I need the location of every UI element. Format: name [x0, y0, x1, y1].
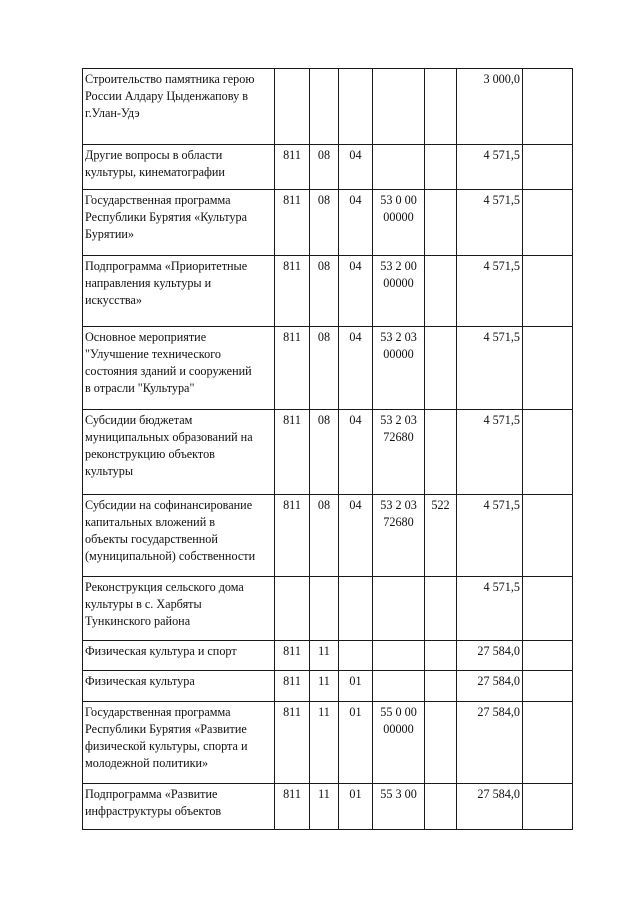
subsection-cell [339, 641, 373, 671]
grbs-cell: 811 [275, 145, 310, 190]
empty-cell [523, 69, 573, 145]
target-article-cell: 53 0 00 00000 [373, 190, 425, 256]
grbs-cell: 811 [275, 671, 310, 702]
subsection-cell: 01 [339, 702, 373, 784]
amount-cell: 27 584,0 [457, 784, 523, 830]
target-article-cell: 53 2 03 00000 [373, 327, 425, 410]
amount-cell: 27 584,0 [457, 641, 523, 671]
table-row [83, 702, 573, 784]
table-row [83, 69, 573, 145]
row-name-cell: Строительство памятника герою России Алдару Цыденжапову в г.Улан-Удэ [83, 69, 275, 145]
empty-cell [523, 190, 573, 256]
amount-cell: 4 571,5 [457, 256, 523, 327]
table-row [83, 190, 573, 256]
expense-type-cell [425, 784, 457, 830]
row-name-cell: Государственная программа Республики Бурятия «Культура Бурятии» [83, 190, 275, 256]
grbs-cell: 811 [275, 495, 310, 577]
target-article-cell: 55 3 00 [373, 784, 425, 830]
expense-type-cell [425, 256, 457, 327]
section-cell: 08 [310, 190, 339, 256]
target-article-cell [373, 641, 425, 671]
expense-type-cell [425, 671, 457, 702]
table-row [83, 410, 573, 495]
section-cell: 11 [310, 784, 339, 830]
subsection-cell [339, 577, 373, 641]
row-name-cell: Подпрограмма «Развитие инфраструктуры объектов [83, 784, 275, 830]
target-article-cell [373, 577, 425, 641]
row-name-cell: Другие вопросы в области культуры, кинематографии [83, 145, 275, 190]
subsection-cell: 04 [339, 327, 373, 410]
section-cell: 08 [310, 495, 339, 577]
empty-cell [523, 256, 573, 327]
amount-cell: 27 584,0 [457, 702, 523, 784]
expense-type-cell [425, 577, 457, 641]
section-cell: 08 [310, 327, 339, 410]
amount-cell: 4 571,5 [457, 145, 523, 190]
section-cell: 08 [310, 145, 339, 190]
amount-cell: 4 571,5 [457, 410, 523, 495]
target-article-cell: 55 0 00 00000 [373, 702, 425, 784]
amount-cell: 4 571,5 [457, 495, 523, 577]
target-article-cell: 53 2 00 00000 [373, 256, 425, 327]
amount-cell: 3 000,0 [457, 69, 523, 145]
table-row [83, 577, 573, 641]
subsection-cell: 04 [339, 410, 373, 495]
amount-cell: 4 571,5 [457, 327, 523, 410]
row-name-cell: Физическая культура и спорт [83, 641, 275, 671]
grbs-cell: 811 [275, 702, 310, 784]
amount-cell: 27 584,0 [457, 671, 523, 702]
empty-cell [523, 784, 573, 830]
subsection-cell: 04 [339, 256, 373, 327]
empty-cell [523, 327, 573, 410]
row-name-cell: Основное мероприятие "Улучшение технического состояния зданий и сооружений в отрасли "Культура" [83, 327, 275, 410]
section-cell: 11 [310, 671, 339, 702]
row-name-cell: Государственная программа Республики Бурятия «Развитие физической культуры, спорта и молодежной политики» [83, 702, 275, 784]
grbs-cell: 811 [275, 190, 310, 256]
subsection-cell: 04 [339, 145, 373, 190]
table-row [83, 784, 573, 830]
grbs-cell: 811 [275, 641, 310, 671]
empty-cell [523, 641, 573, 671]
target-article-cell [373, 671, 425, 702]
row-name-cell: Реконструкция сельского дома культуры в с. Харбяты Тункинского района [83, 577, 275, 641]
grbs-cell: 811 [275, 256, 310, 327]
expense-type-cell [425, 410, 457, 495]
table-row [83, 641, 573, 671]
grbs-cell: 811 [275, 410, 310, 495]
empty-cell [523, 702, 573, 784]
target-article-cell: 53 2 03 72680 [373, 410, 425, 495]
row-name-cell: Физическая культура [83, 671, 275, 702]
empty-cell [523, 671, 573, 702]
empty-cell [523, 410, 573, 495]
empty-cell [523, 495, 573, 577]
table-row [83, 671, 573, 702]
row-name-cell: Подпрограмма «Приоритетные направления культуры и искусства» [83, 256, 275, 327]
section-cell [310, 577, 339, 641]
budget-table [82, 68, 573, 830]
section-cell: 08 [310, 410, 339, 495]
table-row [83, 145, 573, 190]
expense-type-cell [425, 190, 457, 256]
target-article-cell [373, 69, 425, 145]
section-cell: 11 [310, 641, 339, 671]
target-article-cell [373, 145, 425, 190]
row-name-cell: Субсидии бюджетам муниципальных образований на реконструкцию объектов культуры [83, 410, 275, 495]
grbs-cell: 811 [275, 784, 310, 830]
table-row [83, 256, 573, 327]
table-row [83, 495, 573, 577]
section-cell: 11 [310, 702, 339, 784]
section-cell: 08 [310, 256, 339, 327]
expense-type-cell [425, 702, 457, 784]
expense-type-cell: 522 [425, 495, 457, 577]
target-article-cell: 53 2 03 72680 [373, 495, 425, 577]
expense-type-cell [425, 327, 457, 410]
section-cell [310, 69, 339, 145]
grbs-cell [275, 69, 310, 145]
amount-cell: 4 571,5 [457, 190, 523, 256]
subsection-cell: 04 [339, 190, 373, 256]
row-name-cell: Субсидии на софинансирование капитальных вложений в объекты государственной (муниципальной) собственности [83, 495, 275, 577]
subsection-cell: 01 [339, 784, 373, 830]
grbs-cell [275, 577, 310, 641]
amount-cell: 4 571,5 [457, 577, 523, 641]
subsection-cell [339, 69, 373, 145]
empty-cell [523, 145, 573, 190]
empty-cell [523, 577, 573, 641]
grbs-cell: 811 [275, 327, 310, 410]
expense-type-cell [425, 641, 457, 671]
table-row [83, 327, 573, 410]
subsection-cell: 04 [339, 495, 373, 577]
expense-type-cell [425, 69, 457, 145]
expense-type-cell [425, 145, 457, 190]
subsection-cell: 01 [339, 671, 373, 702]
